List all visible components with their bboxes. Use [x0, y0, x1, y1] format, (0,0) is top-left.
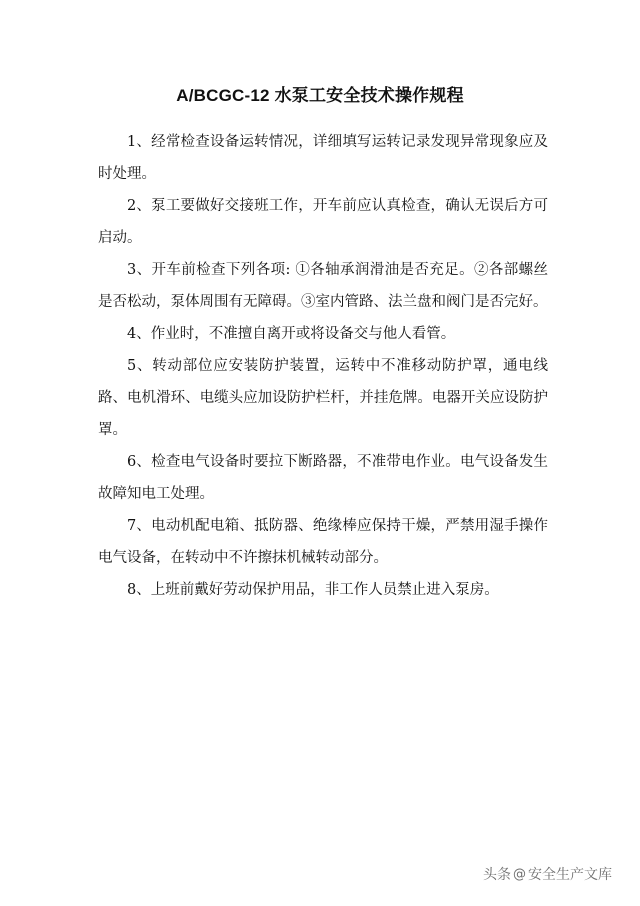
- rule-paragraph-3: 3、开车前检查下列各项: ①各轴承润滑油是否充足。②各部螺丝是否松动，泵体周围有无障碍。③室内管路、法兰盘和阀门是否完好。: [98, 262, 548, 310]
- document-body: [98, 126, 548, 606]
- watermark-account: 安全生产文库: [528, 867, 612, 883]
- rule-paragraph-7: 7、电动机配电箱、抵防器、绝缘棒应保持干燥，严禁用湿手操作电气设备，在转动中不许擦抹机械转动部分。: [98, 518, 548, 566]
- rule-paragraph-8: 8、上班前戴好劳动保护用品，非工作人员禁止进入泵房。: [127, 582, 499, 598]
- rule-paragraph-2: 2、泵工要做好交接班工作，开车前应认真检查，确认无误后方可启动。: [98, 198, 548, 246]
- rule-paragraph-5: 5、转动部位应安装防护装置，运转中不准移动防护罩，通电线路、电机滑环、电缆头应加设防护栏杆，并挂危牌。电器开关应设防护罩。: [98, 358, 548, 438]
- document-title: A/BCGC-12 水泵工安全技术操作规程: [176, 86, 464, 105]
- watermark-source: 头条: [483, 867, 511, 883]
- rule-paragraph-6: 6、检查电气设备时要拉下断路器，不准带电作业。电气设备发生故障知电工处理。: [98, 454, 548, 502]
- rule-paragraph-4: 4、作业时，不准擅自离开或将设备交与他人看管。: [127, 326, 456, 342]
- source-watermark: [483, 864, 612, 884]
- rule-paragraph-1: 1、经常检查设备运转情况，详细填写运转记录发现异常现象应及时处理。: [98, 134, 548, 182]
- watermark-at: @: [513, 866, 526, 882]
